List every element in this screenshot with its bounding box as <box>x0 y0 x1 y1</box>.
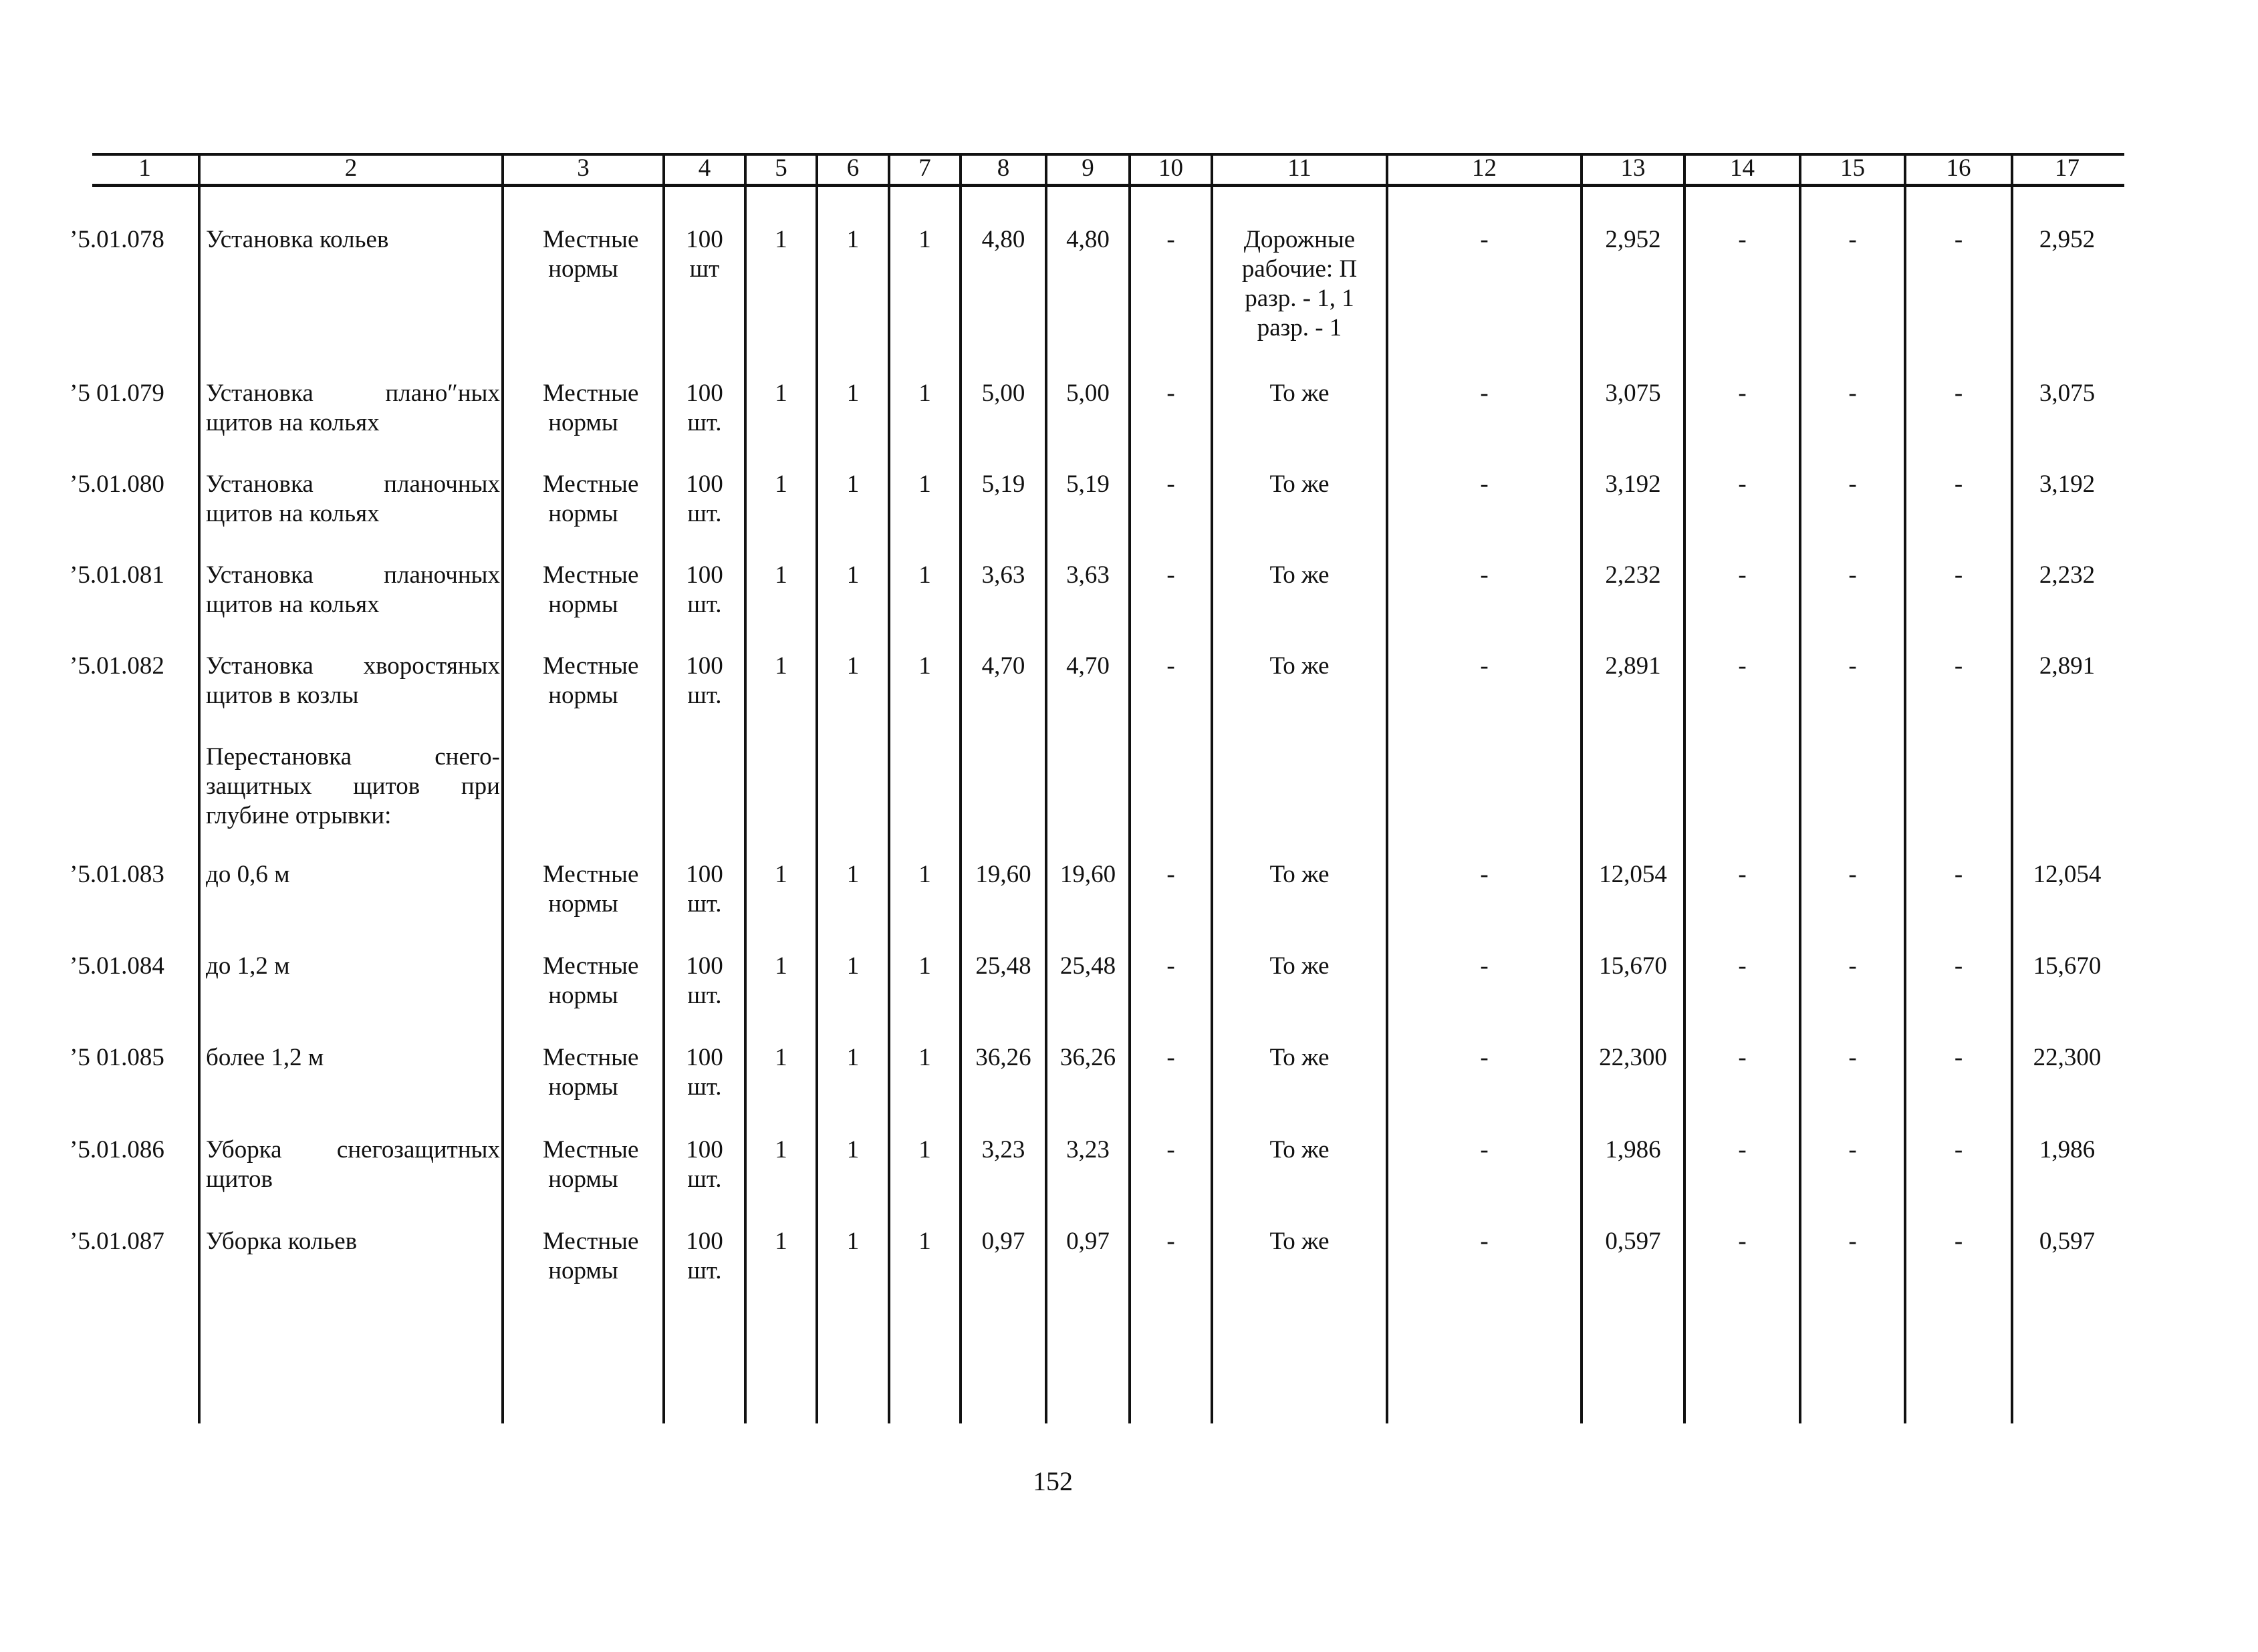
value-c5: 1 <box>775 1136 787 1163</box>
column-number-header: 13 <box>1620 154 1646 182</box>
column-number-header: 11 <box>1287 154 1311 182</box>
value-c16: - <box>1954 561 1963 589</box>
value-c17: 1,986 <box>2039 1136 2096 1163</box>
norm-source: Местные нормы <box>543 1136 639 1193</box>
value-c17: 15,670 <box>2033 952 2102 980</box>
worker-category: Дорожные рабочие: П разр. - 1, 1 разр. - 1 <box>1241 226 1358 341</box>
column-number-header: 4 <box>698 154 711 182</box>
worker-category: То же <box>1269 1044 1330 1071</box>
value-c8: 36,26 <box>975 1044 1031 1071</box>
column-number-header: 3 <box>577 154 590 182</box>
worker-category: То же <box>1269 470 1330 498</box>
value-c10: - <box>1166 652 1175 680</box>
value-c12: - <box>1480 861 1489 888</box>
value-c9: 36,26 <box>1059 1044 1116 1071</box>
value-c8: 4,70 <box>981 652 1025 680</box>
worker-category: То же <box>1269 1228 1330 1255</box>
value-c16: - <box>1954 861 1963 888</box>
column-number-header: 1 <box>138 154 151 182</box>
value-c12: - <box>1480 561 1489 589</box>
row-name: до 1,2 м <box>206 952 290 980</box>
value-c6: 1 <box>846 226 860 253</box>
value-c13: 15,670 <box>1599 952 1667 980</box>
value-c8: 4,80 <box>981 226 1025 253</box>
value-c7: 1 <box>918 1136 931 1163</box>
value-c8: 3,63 <box>981 561 1025 589</box>
value-c14: - <box>1738 226 1747 253</box>
norm-source: Местные нормы <box>543 1228 639 1284</box>
row-name: Уборка снегозащитных щитов <box>206 1136 500 1193</box>
value-c13: 12,054 <box>1599 861 1667 888</box>
value-c8: 25,48 <box>975 952 1031 980</box>
value-c12: - <box>1480 1136 1489 1163</box>
row-code: ʼ5.01.084 <box>70 952 164 980</box>
value-c7: 1 <box>918 1228 931 1255</box>
value-c17: 2,952 <box>2039 226 2096 253</box>
value-c13: 2,232 <box>1605 561 1661 589</box>
value-c12: - <box>1480 380 1489 407</box>
worker-category: То же <box>1269 952 1330 980</box>
value-c15: - <box>1848 861 1857 888</box>
value-c12: - <box>1480 652 1489 680</box>
value-c17: 2,891 <box>2039 652 2096 680</box>
unit-measure: 100 шт <box>686 226 723 283</box>
column-number-header: 17 <box>2055 154 2080 182</box>
row-name: Установка планочных щитов на кольях <box>206 470 500 527</box>
page-number: 152 <box>1033 1466 1073 1496</box>
value-c15: - <box>1848 380 1857 407</box>
value-c6: 1 <box>846 861 860 888</box>
row-code: ʼ5 01.079 <box>70 380 164 407</box>
worker-category: То же <box>1269 561 1330 589</box>
column-number-header: 2 <box>344 154 358 182</box>
value-c17: 3,075 <box>2039 380 2096 407</box>
value-c8: 3,23 <box>981 1136 1025 1163</box>
value-c8: 19,60 <box>975 861 1031 888</box>
value-c7: 1 <box>918 561 931 589</box>
row-code: ʼ5 01.085 <box>70 1044 164 1071</box>
value-c9: 4,80 <box>1066 226 1110 253</box>
value-c10: - <box>1166 470 1175 498</box>
value-c17: 0,597 <box>2039 1228 2096 1255</box>
row-code: ʼ5.01.078 <box>70 226 164 253</box>
value-c14: - <box>1738 470 1747 498</box>
row-code: ʼ5.01.083 <box>70 861 164 888</box>
row-code: ʼ5.01.086 <box>70 1136 164 1163</box>
value-c16: - <box>1954 380 1963 407</box>
value-c13: 22,300 <box>1599 1044 1667 1071</box>
row-name: до 0,6 м <box>206 861 290 888</box>
value-c5: 1 <box>775 380 787 407</box>
value-c6: 1 <box>846 1136 860 1163</box>
row-name: Установка планочных щитов на кольях <box>206 561 500 618</box>
norm-source: Местные нормы <box>543 861 639 918</box>
value-c16: - <box>1954 470 1963 498</box>
value-c10: - <box>1166 561 1175 589</box>
value-c12: - <box>1480 226 1489 253</box>
value-c10: - <box>1166 861 1175 888</box>
value-c16: - <box>1954 652 1963 680</box>
value-c14: - <box>1738 561 1747 589</box>
row-code: ʼ5.01.082 <box>70 652 164 680</box>
worker-category: То же <box>1269 1136 1330 1163</box>
value-c14: - <box>1738 952 1747 980</box>
value-c7: 1 <box>918 1044 931 1071</box>
column-number-header: 7 <box>918 154 931 182</box>
value-c9: 3,23 <box>1066 1136 1110 1163</box>
value-c9: 3,63 <box>1066 561 1110 589</box>
value-c14: - <box>1738 1136 1747 1163</box>
value-c15: - <box>1848 226 1857 253</box>
value-c6: 1 <box>846 380 860 407</box>
value-c7: 1 <box>918 652 931 680</box>
value-c7: 1 <box>918 226 931 253</box>
column-number-header: 5 <box>775 154 787 182</box>
row-name: Установка кольев <box>206 226 389 253</box>
value-c10: - <box>1166 1136 1175 1163</box>
value-c12: - <box>1480 952 1489 980</box>
value-c13: 1,986 <box>1605 1136 1661 1163</box>
value-c15: - <box>1848 952 1857 980</box>
value-c16: - <box>1954 1044 1963 1071</box>
unit-measure: 100 шт. <box>686 1136 723 1193</box>
value-c6: 1 <box>846 952 860 980</box>
column-number-header: 12 <box>1472 154 1497 182</box>
value-c15: - <box>1848 561 1857 589</box>
value-c13: 0,597 <box>1605 1228 1661 1255</box>
value-c5: 1 <box>775 561 787 589</box>
row-name: Уборка кольев <box>206 1228 358 1255</box>
norm-source: Местные нормы <box>543 380 639 436</box>
norm-source: Местные нормы <box>543 1044 639 1101</box>
norm-source: Местные нормы <box>543 470 639 527</box>
value-c9: 25,48 <box>1059 952 1116 980</box>
value-c17: 3,192 <box>2039 470 2096 498</box>
unit-measure: 100 шт. <box>686 652 723 709</box>
norm-source: Местные нормы <box>543 952 639 1009</box>
value-c7: 1 <box>918 470 931 498</box>
value-c15: - <box>1848 1228 1857 1255</box>
value-c5: 1 <box>775 652 787 680</box>
value-c6: 1 <box>846 561 860 589</box>
value-c7: 1 <box>918 952 931 980</box>
norm-source: Местные нормы <box>543 226 639 283</box>
value-c10: - <box>1166 226 1175 253</box>
worker-category: То же <box>1269 652 1330 680</box>
value-c15: - <box>1848 652 1857 680</box>
value-c10: - <box>1166 952 1175 980</box>
value-c13: 2,952 <box>1605 226 1661 253</box>
value-c8: 5,00 <box>981 380 1025 407</box>
row-name: Перестановка снего-защитных щитов при глубине отрывки: <box>206 743 500 829</box>
value-c13: 2,891 <box>1605 652 1661 680</box>
value-c7: 1 <box>918 861 931 888</box>
value-c16: - <box>1954 1136 1963 1163</box>
value-c8: 0,97 <box>981 1228 1025 1255</box>
header-bottom-rule <box>92 184 2124 187</box>
value-c13: 3,192 <box>1605 470 1661 498</box>
value-c14: - <box>1738 380 1747 407</box>
value-c5: 1 <box>775 861 787 888</box>
value-c16: - <box>1954 952 1963 980</box>
value-c5: 1 <box>775 1228 787 1255</box>
value-c9: 0,97 <box>1066 1228 1110 1255</box>
row-name: Установка хворостяных щитов в козлы <box>206 652 500 709</box>
unit-measure: 100 шт. <box>686 561 723 618</box>
value-c13: 3,075 <box>1605 380 1661 407</box>
value-c8: 5,19 <box>981 470 1025 498</box>
value-c5: 1 <box>775 470 787 498</box>
unit-measure: 100 шт. <box>686 470 723 527</box>
value-c5: 1 <box>775 952 787 980</box>
value-c10: - <box>1166 1044 1175 1071</box>
column-number-header: 9 <box>1082 154 1094 182</box>
value-c6: 1 <box>846 652 860 680</box>
value-c17: 2,232 <box>2039 561 2096 589</box>
value-c17: 22,300 <box>2033 1044 2102 1071</box>
value-c9: 5,00 <box>1066 380 1110 407</box>
value-c6: 1 <box>846 470 860 498</box>
unit-measure: 100 шт. <box>686 380 723 436</box>
norm-source: Местные нормы <box>543 652 639 709</box>
value-c14: - <box>1738 1228 1747 1255</box>
value-c5: 1 <box>775 1044 787 1071</box>
row-name: Установка плано″ных щитов на кольях <box>206 380 500 436</box>
unit-measure: 100 шт. <box>686 1044 723 1101</box>
unit-measure: 100 шт. <box>686 952 723 1009</box>
value-c9: 5,19 <box>1066 470 1110 498</box>
value-c14: - <box>1738 861 1747 888</box>
value-c9: 19,60 <box>1059 861 1116 888</box>
worker-category: То же <box>1269 861 1330 888</box>
row-code: ʼ5.01.087 <box>70 1228 164 1255</box>
value-c15: - <box>1848 1136 1857 1163</box>
value-c12: - <box>1480 470 1489 498</box>
value-c14: - <box>1738 1044 1747 1071</box>
value-c15: - <box>1848 1044 1857 1071</box>
column-number-header: 15 <box>1840 154 1865 182</box>
value-c15: - <box>1848 470 1857 498</box>
value-c12: - <box>1480 1228 1489 1255</box>
unit-measure: 100 шт. <box>686 861 723 918</box>
value-c10: - <box>1166 1228 1175 1255</box>
value-c5: 1 <box>775 226 787 253</box>
value-c6: 1 <box>846 1044 860 1071</box>
column-number-header: 16 <box>1946 154 1971 182</box>
value-c7: 1 <box>918 380 931 407</box>
column-number-header: 10 <box>1158 154 1183 182</box>
row-name: более 1,2 м <box>206 1044 324 1071</box>
value-c16: - <box>1954 1228 1963 1255</box>
row-code: ʼ5.01.080 <box>70 470 164 498</box>
row-code: ʼ5.01.081 <box>70 561 164 589</box>
value-c17: 12,054 <box>2033 861 2102 888</box>
value-c14: - <box>1738 652 1747 680</box>
column-number-header: 14 <box>1730 154 1755 182</box>
value-c9: 4,70 <box>1066 652 1110 680</box>
unit-measure: 100 шт. <box>686 1228 723 1284</box>
value-c6: 1 <box>846 1228 860 1255</box>
value-c10: - <box>1166 380 1175 407</box>
value-c16: - <box>1954 226 1963 253</box>
worker-category: То же <box>1269 380 1330 407</box>
norm-source: Местные нормы <box>543 561 639 618</box>
column-number-header: 8 <box>997 154 1010 182</box>
value-c12: - <box>1480 1044 1489 1071</box>
column-number-header: 6 <box>846 154 860 182</box>
